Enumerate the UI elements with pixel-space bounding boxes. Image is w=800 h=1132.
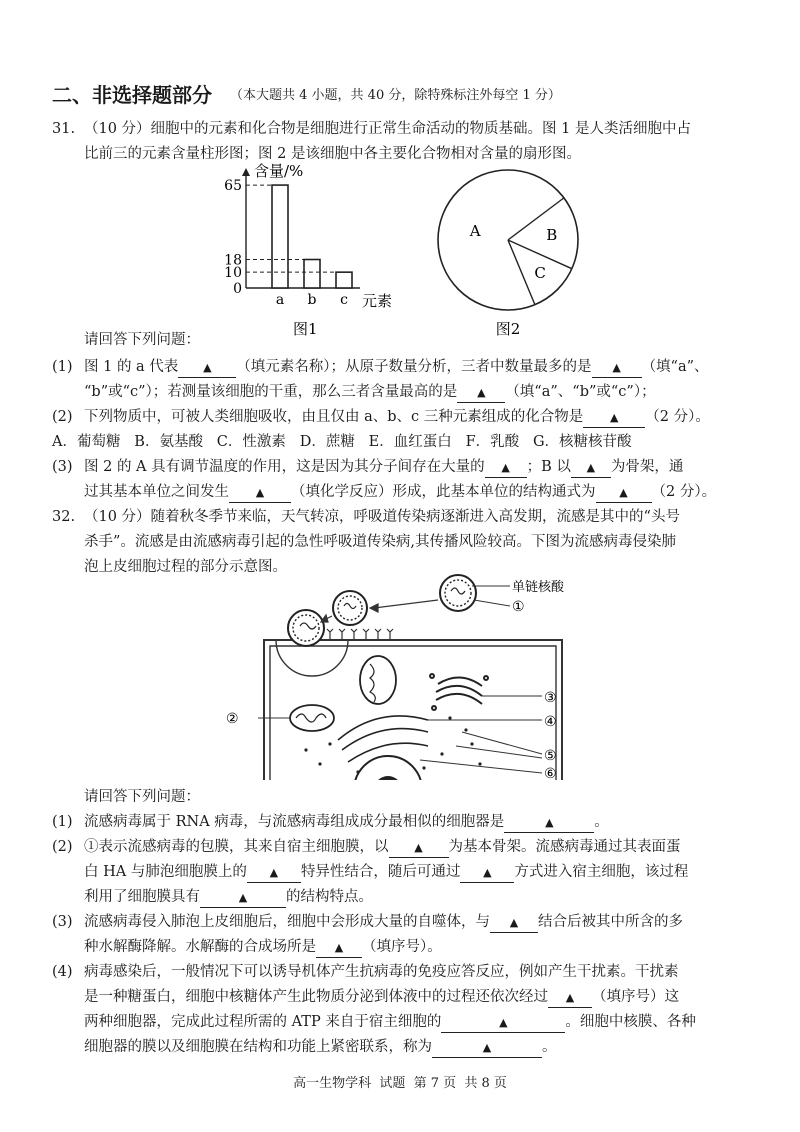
q32-part1-number: (1) [52, 814, 73, 830]
q31-part2-options: A．葡萄糖 B．氨基酸 C．性激素 D．蔗糖 E．血红蛋白 F．乳酸 G．核糖核苷酸 [52, 434, 632, 450]
bar-b [304, 260, 320, 289]
label-1: ① [512, 599, 525, 615]
q32-part3-number: (3) [52, 914, 73, 930]
q32-part4-line4: 细胞器的膜以及细胞膜在结构和功能上紧密联系，称为 ▲ 。 [84, 1035, 557, 1060]
virus-infection-diagram [220, 568, 580, 780]
label-single-strand-nucleic-acid: 单链核酸 [512, 580, 565, 595]
answer-blank[interactable]: ▲ [504, 813, 594, 833]
bar-c [336, 272, 352, 288]
q31-part3-number: (3) [52, 459, 73, 475]
q31-stem-line1: （10 分）细胞中的元素和化合物是细胞进行正常生命活动的物质基础。图 1 是人类活细胞中占 [84, 121, 691, 137]
mitochondrion-2 [290, 705, 334, 731]
figure2-pie-chart [430, 160, 590, 338]
endoplasmic-reticulum [338, 716, 428, 762]
virus-free [440, 575, 476, 611]
figure-caption: 图1 [293, 320, 318, 338]
q32-prompt: 请回答下列问题： [84, 789, 200, 805]
q32-part3-line1: 流感病毒侵入肺泡上皮细胞后，细胞中会形成大量的自噬体，与 ▲ 结合后被其中所含的多 [84, 910, 683, 935]
section-note: （本大题共 4 小题，共 40 分，除特殊标注外每空 1 分） [230, 88, 561, 103]
label-2: ② [226, 711, 239, 727]
q32-part2-line3: 利用了细胞膜具有 ▲ 的结构特点。 [84, 885, 373, 910]
q31-part3-line1: 图 2 的 A 具有调节温度的作用，这是因为其分子间存在大量的 ▲ ；B 以 ▲ 为骨架，通 [84, 455, 683, 480]
answer-blank[interactable]: ▲ [200, 888, 286, 908]
answer-blank[interactable]: ▲ [432, 1038, 542, 1058]
answer-blank[interactable]: ▲ [485, 458, 527, 478]
q31-part1-number: (1) [52, 359, 73, 375]
q31-prompt: 请回答下列问题： [84, 332, 200, 348]
answer-blank[interactable]: ▲ [548, 988, 592, 1008]
q32-stem-line1: （10 分）随着秋冬季节来临，天气转凉，呼吸道传染病逐渐进入高发期，流感是其中的“头号 [84, 509, 680, 525]
x-tick-label: b [307, 292, 317, 308]
answer-blank[interactable]: ▲ [229, 483, 291, 503]
label-3: ③ [544, 690, 557, 706]
q32-part3-line2: 种水解酶降解。水解酶的合成场所是 ▲ （填序号）。 [84, 935, 442, 960]
figure1-bar-chart [208, 160, 408, 338]
q32-part4-line2: 是一种糖蛋白，细胞中核糖体产生此物质分泌到体液中的过程还依次经过 ▲ （填序号）这 [84, 985, 679, 1010]
answer-blank[interactable]: ▲ [490, 913, 538, 933]
answer-blank[interactable]: ▲ [316, 938, 362, 958]
answer-blank[interactable]: ▲ [389, 838, 449, 858]
q32-number: 32. [52, 509, 76, 525]
q32-part1-line1: 流感病毒属于 RNA 病毒，与流感病毒组成成分最相似的细胞器是 ▲ 。 [84, 810, 609, 835]
answer-blank[interactable]: ▲ [178, 358, 236, 378]
y-tick-label: 65 [224, 178, 242, 195]
q32-part2-number: (2) [52, 839, 73, 855]
q31-stem-line2: 比前三的元素含量柱形图；图 2 是该细胞中各主要化合物相对含量的扇形图。 [84, 146, 581, 162]
q32-stem-line2: 杀手”。流感是由流感病毒引起的急性呼吸道传染病,其传播风险较高。下图为流感病毒侵染肺 [84, 534, 677, 550]
answer-blank[interactable]: ▲ [247, 863, 301, 883]
pie-slice-label-A: A [469, 222, 481, 241]
answer-blank[interactable]: ▲ [596, 483, 652, 503]
nucleus [354, 756, 422, 780]
y-tick-label: 10 [224, 265, 242, 282]
q32-stem-line3: 泡上皮细胞过程的部分示意图。 [84, 559, 287, 575]
answer-blank[interactable]: ▲ [441, 1013, 565, 1033]
answer-blank[interactable]: ▲ [457, 383, 505, 403]
answer-blank[interactable]: ▲ [571, 458, 611, 478]
label-5: ⑤ [544, 748, 557, 764]
x-tick-label: c [340, 292, 348, 308]
q32-part4-line1: 病毒感染后，一般情况下可以诱导机体产生抗病毒的免疫应答反应，例如产生干扰素。干扰素 [84, 964, 679, 980]
q32-part2-line2: 白 HA 与肺泡细胞膜上的 ▲ 特异性结合，随后可通过 ▲ 方式进入宿主细胞，该过程 [84, 860, 688, 885]
pie-slice-label-C: C [534, 263, 546, 282]
section-title: 二、非选择题部分 [52, 83, 212, 107]
mitochondrion [360, 656, 396, 704]
q31-part2-number: (2) [52, 409, 73, 425]
x-tick-label: a [275, 292, 285, 308]
y-axis-arrow [242, 168, 250, 176]
label-4: ④ [544, 714, 557, 730]
golgi-apparatus [430, 674, 488, 710]
answer-blank[interactable]: ▲ [583, 408, 645, 428]
virus-approaching [333, 591, 367, 625]
q32-part4-number: (4) [52, 964, 73, 980]
q31-part2-line1: 下列物质中，可被人类细胞吸收，由且仅由 a、b、c 三种元素组成的化合物是 ▲ （2 分）。 [84, 405, 710, 430]
q31-part1-line1: 图 1 的 a 代表 ▲ （填元素名称）；从原子数量分析，三者中数量最多的是 ▲ （填“a”、 [84, 355, 709, 380]
y-axis-label: 含量/% [254, 162, 304, 180]
label-6: ⑥ [544, 766, 557, 780]
page-footer: 高一生物学科 试题 第 7 页 共 8 页 [293, 1076, 507, 1091]
y-tick-label: 0 [233, 281, 242, 297]
figure-caption: 图2 [495, 320, 521, 338]
q31-number: 31. [52, 121, 76, 137]
x-axis-label: 元素 [362, 292, 393, 310]
membrane-receptors [327, 629, 393, 640]
y-tick-label: 18 [224, 252, 242, 269]
q32-part2-line1: ①表示流感病毒的包膜，其来自宿主细胞膜，以 ▲ 为基本骨架。流感病毒通过其表面蛋 [84, 835, 681, 860]
answer-blank[interactable]: ▲ [592, 358, 642, 378]
q31-part1-line2: “b”或“c”）；若测量该细胞的干重，那么三者含量最高的是 ▲ （填“a”、“b”或“c”）； [84, 380, 656, 405]
pie-slice-label-B: B [546, 226, 558, 245]
q32-part4-line3: 两种细胞器，完成此过程所需的 ATP 来自于宿主细胞的 ▲ 。细胞中核膜、各种 [84, 1010, 696, 1035]
q31-part3-line2: 过其基本单位之间发生 ▲ （填化学反应）形成，此基本单位的结构通式为 ▲ （2 分）。 [84, 480, 716, 505]
answer-blank[interactable]: ▲ [460, 863, 514, 883]
